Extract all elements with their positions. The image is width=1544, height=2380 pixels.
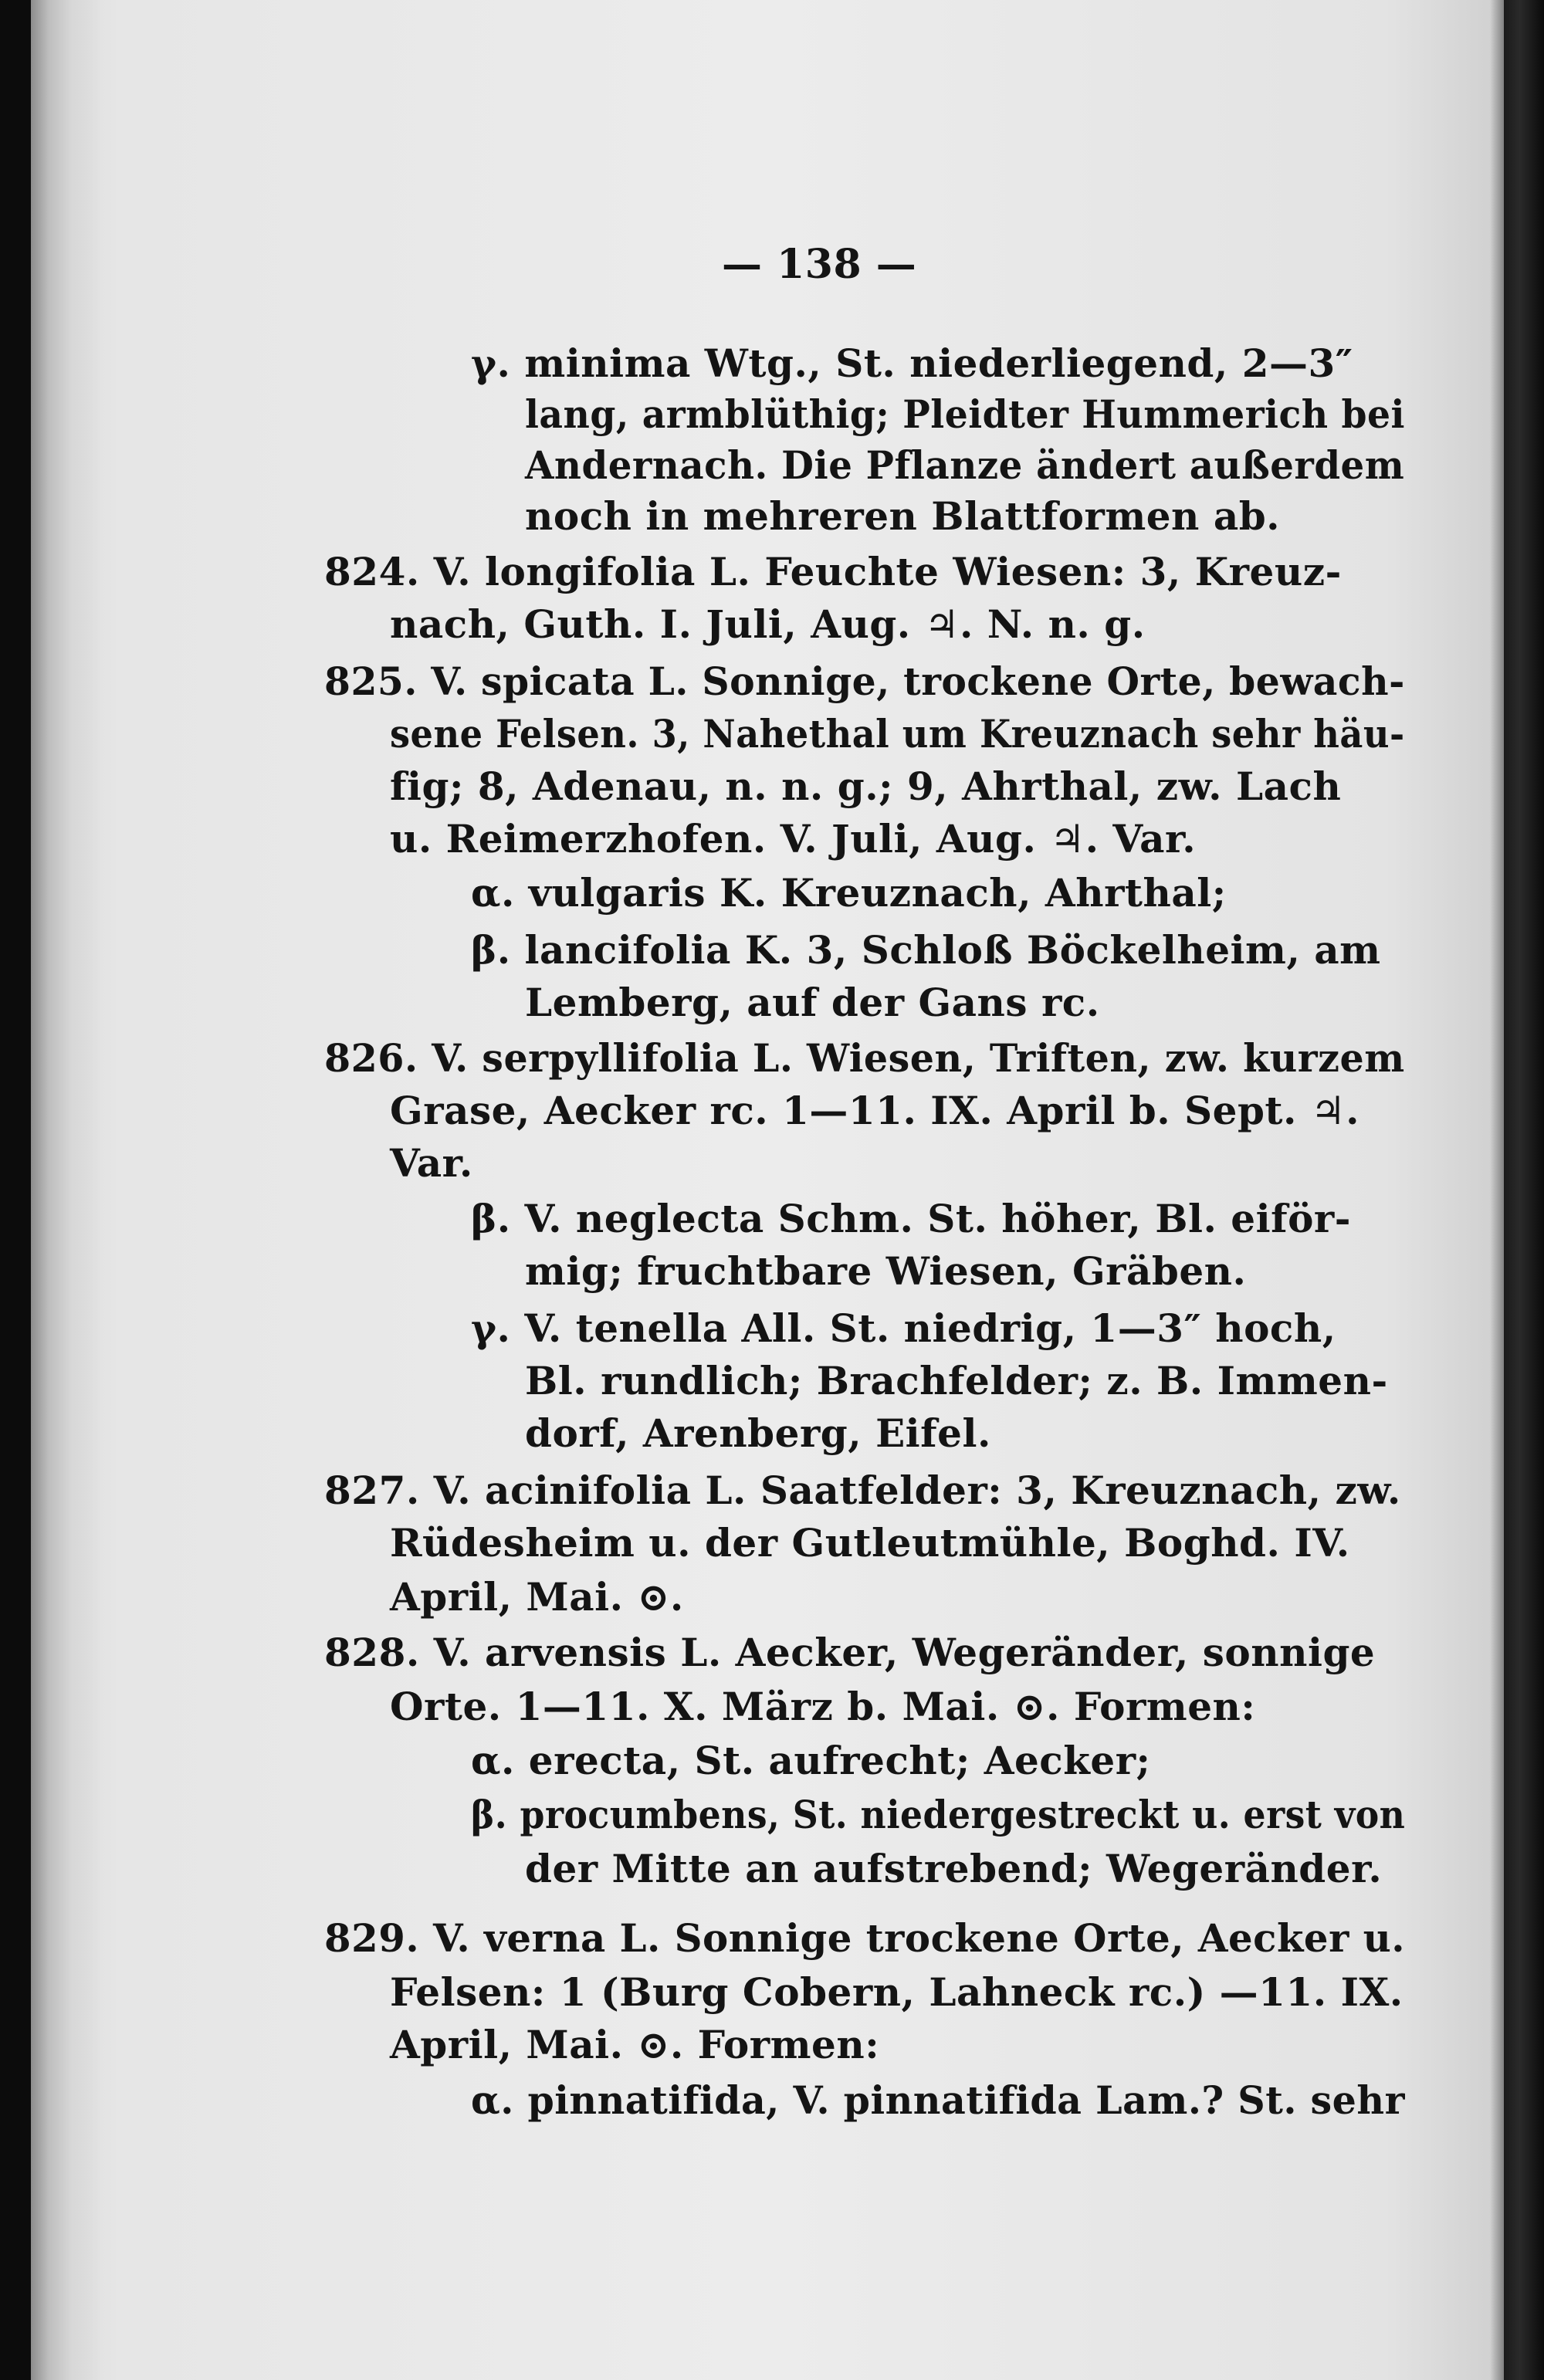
text-line: γ. V. tenella All. St. niedrig, 1—3″ hoch, <box>471 1305 1336 1351</box>
text-line: β. V. neglecta Schm. St. höher, Bl. eiför- <box>471 1196 1352 1241</box>
text-line: β. procumbens, St. niedergestreckt u. erst von <box>471 1792 1406 1837</box>
text-line: sene Felsen. 3, Nahethal um Kreuznach sehr häu- <box>390 711 1405 757</box>
entry-828-line: 828. V. arvensis L. Aecker, Wegeränder, sonnige <box>324 1630 1376 1675</box>
text-line: α. erecta, St. aufrecht; Aecker; <box>471 1738 1151 1783</box>
text-line: Orte. 1—11. X. März b. Mai. ⊙. Formen: <box>390 1684 1256 1729</box>
text-line: Lemberg, auf der Gans rc. <box>525 980 1100 1025</box>
text-line: Grase, Aecker rc. 1—11. IX. April b. Sept. ♃. <box>390 1088 1360 1133</box>
text-line: Var. <box>390 1140 473 1186</box>
text-line: Andernach. Die Pflanze ändert außerdem <box>525 442 1405 488</box>
entry-826-line: 826. V. serpyllifolia L. Wiesen, Triften, zw. kurzem <box>324 1035 1405 1081</box>
text-line: mig; fruchtbare Wiesen, Gräben. <box>525 1248 1247 1294</box>
text-line: u. Reimerzhofen. V. Juli, Aug. ♃. Var. <box>390 816 1197 862</box>
text-line: fig; 8, Adenau, n. n. g.; 9, Ahrthal, zw. Lach <box>390 763 1342 809</box>
text-line: der Mitte an aufstrebend; Wegeränder. <box>525 1846 1383 1891</box>
entry-829-line: 829. V. verna L. Sonnige trockene Orte, Aecker u. <box>324 1915 1406 1961</box>
text-line: dorf, Arenberg, Eifel. <box>525 1410 991 1456</box>
text-line: Felsen: 1 (Burg Cobern, Lahneck rc.) —11. IX. <box>390 1969 1403 2015</box>
text-line: April, Mai. ⊙. <box>390 1574 684 1620</box>
text-line: nach, Guth. I. Juli, Aug. ♃. N. n. g. <box>390 601 1146 647</box>
text-line: Rüdesheim u. der Gutleutmühle, Boghd. IV. <box>390 1520 1350 1566</box>
text-line: β. lancifolia K. 3, Schloß Böckelheim, am <box>471 927 1381 973</box>
entry-827-line: 827. V. acinifolia L. Saatfelder: 3, Kreuznach, zw. <box>324 1468 1401 1513</box>
page-number-header: — 138 — <box>722 241 917 288</box>
entry-824-line: 824. V. longifolia L. Feuchte Wiesen: 3, Kreuz- <box>324 549 1342 594</box>
text-line: Bl. rundlich; Brachfelder; z. B. Immen- <box>525 1358 1388 1403</box>
text-line: noch in mehreren Blattformen ab. <box>525 493 1281 539</box>
text-line: α. pinnatifida, V. pinnatifida Lam.? St. sehr <box>471 2077 1405 2123</box>
entry-825-line: 825. V. spicata L. Sonnige, trockene Orte, bewach- <box>324 658 1405 704</box>
text-line: lang, armblüthig; Pleidter Hummerich bei <box>525 391 1405 437</box>
text-line: April, Mai. ⊙. Formen: <box>390 2022 880 2067</box>
text-line: α. vulgaris K. Kreuznach, Ahrthal; <box>471 870 1227 916</box>
text-line: γ. minima Wtg., St. niederliegend, 2—3″ <box>471 340 1353 386</box>
